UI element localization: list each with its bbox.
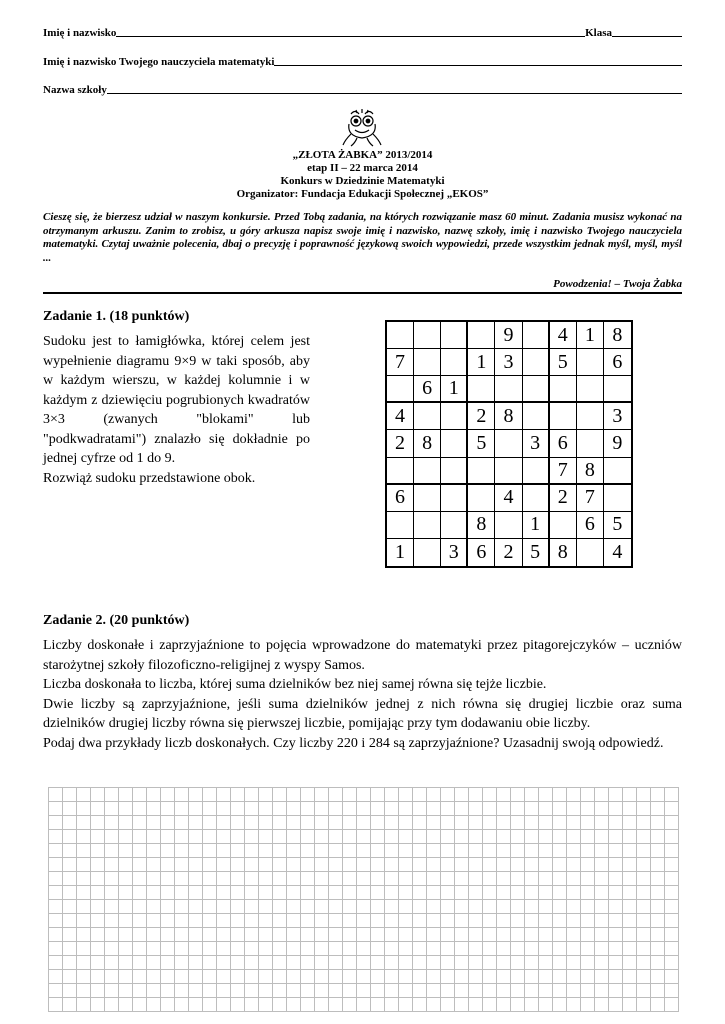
sudoku-cell[interactable] [441,485,468,512]
sudoku-cell[interactable] [441,458,468,485]
sudoku-grid [385,320,633,568]
sudoku-cell: 6 [414,376,441,403]
sudoku-cell: 5 [468,430,495,457]
school-field-row [43,84,682,96]
task2-paragraph-4: Podaj dwa przykłady liczb doskonałych. Czy liczby 220 i 284 są zaprzyjaźnione? Uzasadnij swoją odpowiedź. [43,735,664,751]
sudoku-cell: 3 [441,539,468,566]
sudoku-cell[interactable] [550,376,577,403]
sudoku-cell[interactable] [523,458,550,485]
sudoku-cell: 1 [577,322,604,349]
task2-title: Zadanie 2. (20 punktów) [43,613,190,628]
sudoku-cell[interactable] [604,376,631,403]
sudoku-cell: 6 [604,349,631,376]
sudoku-cell[interactable] [495,512,522,539]
sudoku-cell: 8 [577,458,604,485]
class-field[interactable] [612,36,682,37]
divider [43,292,682,294]
task2-paragraph-1: Liczby doskonałe i zaprzyjaźnione to pojęcia wprowadzone do matematyki przez pitagorejczyków – uczniów starożytnej szkoły filozoficzno-religijnej z wyspy Samos. [43,638,682,673]
teacher-field[interactable] [274,65,682,66]
sudoku-cell: 8 [468,512,495,539]
sudoku-cell[interactable] [468,376,495,403]
sudoku-cell[interactable] [414,458,441,485]
sudoku-cell[interactable] [523,376,550,403]
sudoku-cell: 2 [387,430,414,457]
sudoku-cell: 1 [441,376,468,403]
sudoku-cell[interactable] [414,485,441,512]
sudoku-cell: 9 [604,430,631,457]
contest-header [0,149,725,201]
sudoku-cell[interactable] [577,403,604,430]
sudoku-cell[interactable] [550,512,577,539]
sudoku-cell[interactable] [441,430,468,457]
sudoku-cell: 1 [468,349,495,376]
task2-description [43,636,682,753]
sudoku-cell[interactable] [468,322,495,349]
sudoku-cell: 6 [468,539,495,566]
sudoku-cell[interactable] [523,485,550,512]
signoff-text: Powodzenia! – Twoja Żabka [553,278,682,290]
sudoku-cell[interactable] [577,376,604,403]
sudoku-cell[interactable] [523,349,550,376]
sudoku-cell[interactable] [387,376,414,403]
sudoku-cell[interactable] [523,322,550,349]
sudoku-cell: 7 [550,458,577,485]
sudoku-cell: 3 [523,430,550,457]
sudoku-cell: 5 [523,539,550,566]
sudoku-cell: 4 [387,403,414,430]
sudoku-cell: 2 [550,485,577,512]
sudoku-cell[interactable] [604,458,631,485]
task2-paragraph-2: Liczba doskonała to liczba, której suma dzielników bez niej samej równa się tejże liczbie. [43,677,547,692]
sudoku-cell[interactable] [414,539,441,566]
task1-text: Sudoku jest to łamigłówka, której celem jest wypełnienie diagramu 9×9 w taki sposób, aby w każdym wierszu, w każdej kolumnie i w każdym z dziewięciu pogrubionych kwadratów 3×3 (zwanych "blokami" lub "podkwadratami") znalazło się dokładnie po jednej cyfrze od 1 do 9. [43,334,310,466]
intro-text: Cieszę się, że bierzesz udział w naszym konkursie. Przed Tobą zadania, na których rozwiązanie masz 60 minut. Zadania musisz wykonać na otrzymanym arkuszu. Zanim to zrobisz, u góry arkusza napisz swoje imię i nazwisko, nazwę szkoły, imię i nazwisko Twojego nauczyciela matematyki. Czytaj uważnie polecenia, dbaj o precyzję i poprawność językową swoich wypowiedzi, przede wszystkim jednak myśl, myśl, myśl ... [43,211,682,264]
task1-instruction: Rozwiąż sudoku przedstawione obok. [43,470,256,486]
sudoku-cell[interactable] [577,349,604,376]
name-field[interactable] [116,36,585,37]
sudoku-cell[interactable] [414,322,441,349]
answer-grid-area[interactable] [48,787,679,1012]
sudoku-cell: 3 [495,349,522,376]
school-label: Nazwa szkoły [43,84,107,96]
sudoku-cell: 1 [387,539,414,566]
sudoku-cell: 1 [523,512,550,539]
sudoku-cell[interactable] [387,322,414,349]
sudoku-cell[interactable] [441,349,468,376]
sudoku-cell: 4 [550,322,577,349]
teacher-label: Imię i nazwisko Twojego nauczyciela matematyki [43,56,275,68]
sudoku-cell: 7 [387,349,414,376]
sudoku-cell[interactable] [523,403,550,430]
task2-paragraph-3: Dwie liczby są zaprzyjaźnione, jeśli suma dzielników jednej z nich równa się drugiej liczbie oraz suma dzielników drugiej liczby równa się pierwszej liczbie, pomijając przy tym dodawaniu obie liczby. [43,696,682,731]
sudoku-cell: 5 [604,512,631,539]
sudoku-cell[interactable] [387,458,414,485]
sudoku-cell[interactable] [468,458,495,485]
sudoku-cell[interactable] [577,430,604,457]
task1-title: Zadanie 1. (18 punktów) [43,309,190,324]
frog-logo-icon [337,108,387,148]
sudoku-cell: 4 [612,540,623,563]
sudoku-cell: 8 [495,403,522,430]
sudoku-cell[interactable] [441,322,468,349]
sudoku-cell[interactable] [441,512,468,539]
contest-title: „ZŁOTA ŻABKA” 2013/2014 [292,149,433,161]
class-label: Klasa [585,27,612,39]
task1-description [43,332,310,488]
sudoku-cell: 6 [577,512,604,539]
sudoku-cell: 2 [495,539,522,566]
sudoku-cell: 4 [495,485,522,512]
sudoku-cell[interactable] [550,403,577,430]
sudoku-cell[interactable] [495,376,522,403]
sudoku-cell: 3 [604,403,631,430]
school-field[interactable] [107,93,682,94]
contest-stage: etap II – 22 marca 2014 [307,162,418,174]
sudoku-cell[interactable] [495,458,522,485]
sudoku-cell: 5 [550,349,577,376]
name-label: Imię i nazwisko [43,27,117,39]
sudoku-cell[interactable] [468,485,495,512]
sudoku-cell[interactable] [387,512,414,539]
name-field-row [43,27,682,39]
sudoku-cell[interactable] [441,403,468,430]
sudoku-cell[interactable] [495,430,522,457]
teacher-field-row [43,56,682,68]
sudoku-cell[interactable] [604,485,631,512]
contest-subtitle: Konkurs w Dziedzinie Matematyki [280,175,445,187]
sudoku-cell: 6 [387,485,414,512]
sudoku-cell: 8 [604,322,631,349]
sudoku-cell[interactable] [577,539,604,566]
sudoku-cell: 7 [577,485,604,512]
sudoku-cell: 8 [550,539,577,566]
sudoku-cell[interactable] [414,349,441,376]
contest-organizer: Organizator: Fundacja Edukacji Społecznej „EKOS” [236,188,489,200]
sudoku-cell: 9 [495,322,522,349]
sudoku-cell: 2 [468,403,495,430]
sudoku-cell[interactable] [414,403,441,430]
sudoku-cell[interactable] [414,512,441,539]
sudoku-cell: 6 [550,430,577,457]
sudoku-cell: 8 [414,430,441,457]
